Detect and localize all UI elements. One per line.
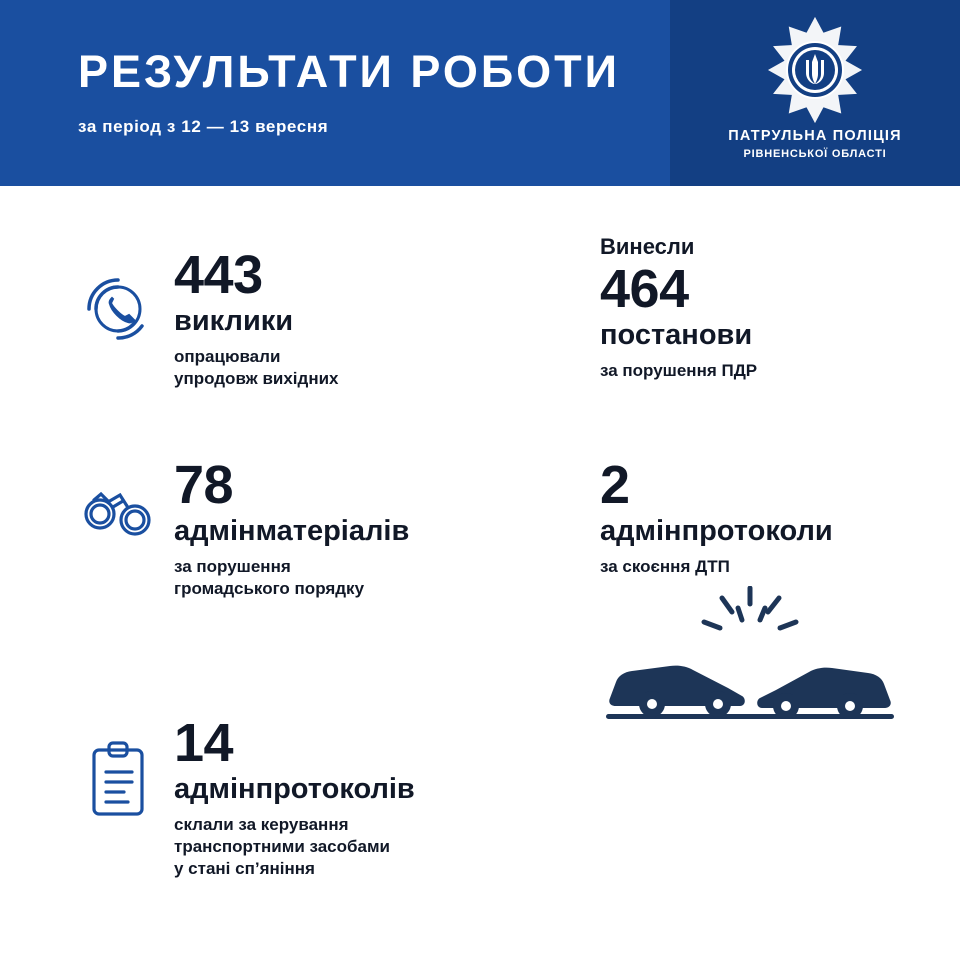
stat-dtp-number: 2: [600, 455, 630, 515]
stat-dtp-desc-line1: за скоєння ДТП: [600, 556, 730, 576]
header: [0, 0, 960, 186]
stat-rulings-eyebrow: Винесли: [600, 234, 695, 259]
stat-admin-materials-desc-line2: громадського порядку: [174, 578, 365, 598]
stat-calls-desc-line1: опрацювали: [174, 346, 281, 366]
stat-dtp-text: [600, 455, 833, 578]
org-region: РІВНЕНСЬКОЇ ОБЛАСТІ: [743, 148, 887, 160]
stats-body: [0, 186, 960, 960]
org-name: ПАТРУЛЬНА ПОЛІЦІЯ: [728, 128, 902, 144]
stat-admin-materials: [70, 455, 540, 600]
stat-drunk-driving-desc-line3: у стані сп’яніння: [174, 859, 315, 879]
stat-calls: [70, 245, 540, 390]
stat-drunk-driving: [70, 713, 570, 881]
car-crash-icon: [600, 586, 900, 746]
stat-drunk-driving-label: адмінпротоколів: [174, 773, 415, 806]
clipboard-icon: [70, 716, 166, 826]
stat-rulings-desc-line1: за порушення ПДР: [600, 360, 758, 380]
page-subtitle: за період з 12 — 13 вересня: [78, 117, 329, 137]
page-title: РЕЗУЛЬТАТИ РОБОТИ: [78, 46, 621, 97]
phone-call-icon: [70, 248, 166, 348]
stat-calls-number: 443: [174, 245, 263, 305]
stat-dtp-label: адмінпротоколи: [600, 515, 833, 548]
police-star-emblem-icon: [761, 16, 869, 124]
stat-drunk-driving-text: [166, 713, 415, 881]
stat-calls-text: [166, 245, 339, 390]
org-panel: [670, 0, 960, 186]
stat-drunk-driving-number: 14: [174, 713, 234, 773]
stat-admin-materials-text: [166, 455, 410, 600]
stat-admin-materials-desc-line1: за порушення: [174, 556, 291, 576]
stat-calls-desc-line2: упродовж вихідних: [174, 368, 339, 388]
stat-calls-label: виклики: [174, 305, 294, 338]
stat-drunk-driving-desc-line2: транспортними засобами: [174, 836, 390, 856]
stat-drunk-driving-desc-line1: склали за керування: [174, 814, 349, 834]
stat-dtp: [600, 455, 940, 578]
stat-admin-materials-number: 78: [174, 455, 234, 515]
stat-rulings-label: постанови: [600, 319, 753, 352]
stat-rulings: [600, 234, 940, 382]
header-left: [0, 0, 670, 186]
stat-rulings-text: [600, 234, 757, 382]
stat-admin-materials-label: адмінматеріалів: [174, 515, 410, 548]
handcuffs-icon: [70, 458, 166, 550]
stat-rulings-number: 464: [600, 259, 689, 319]
